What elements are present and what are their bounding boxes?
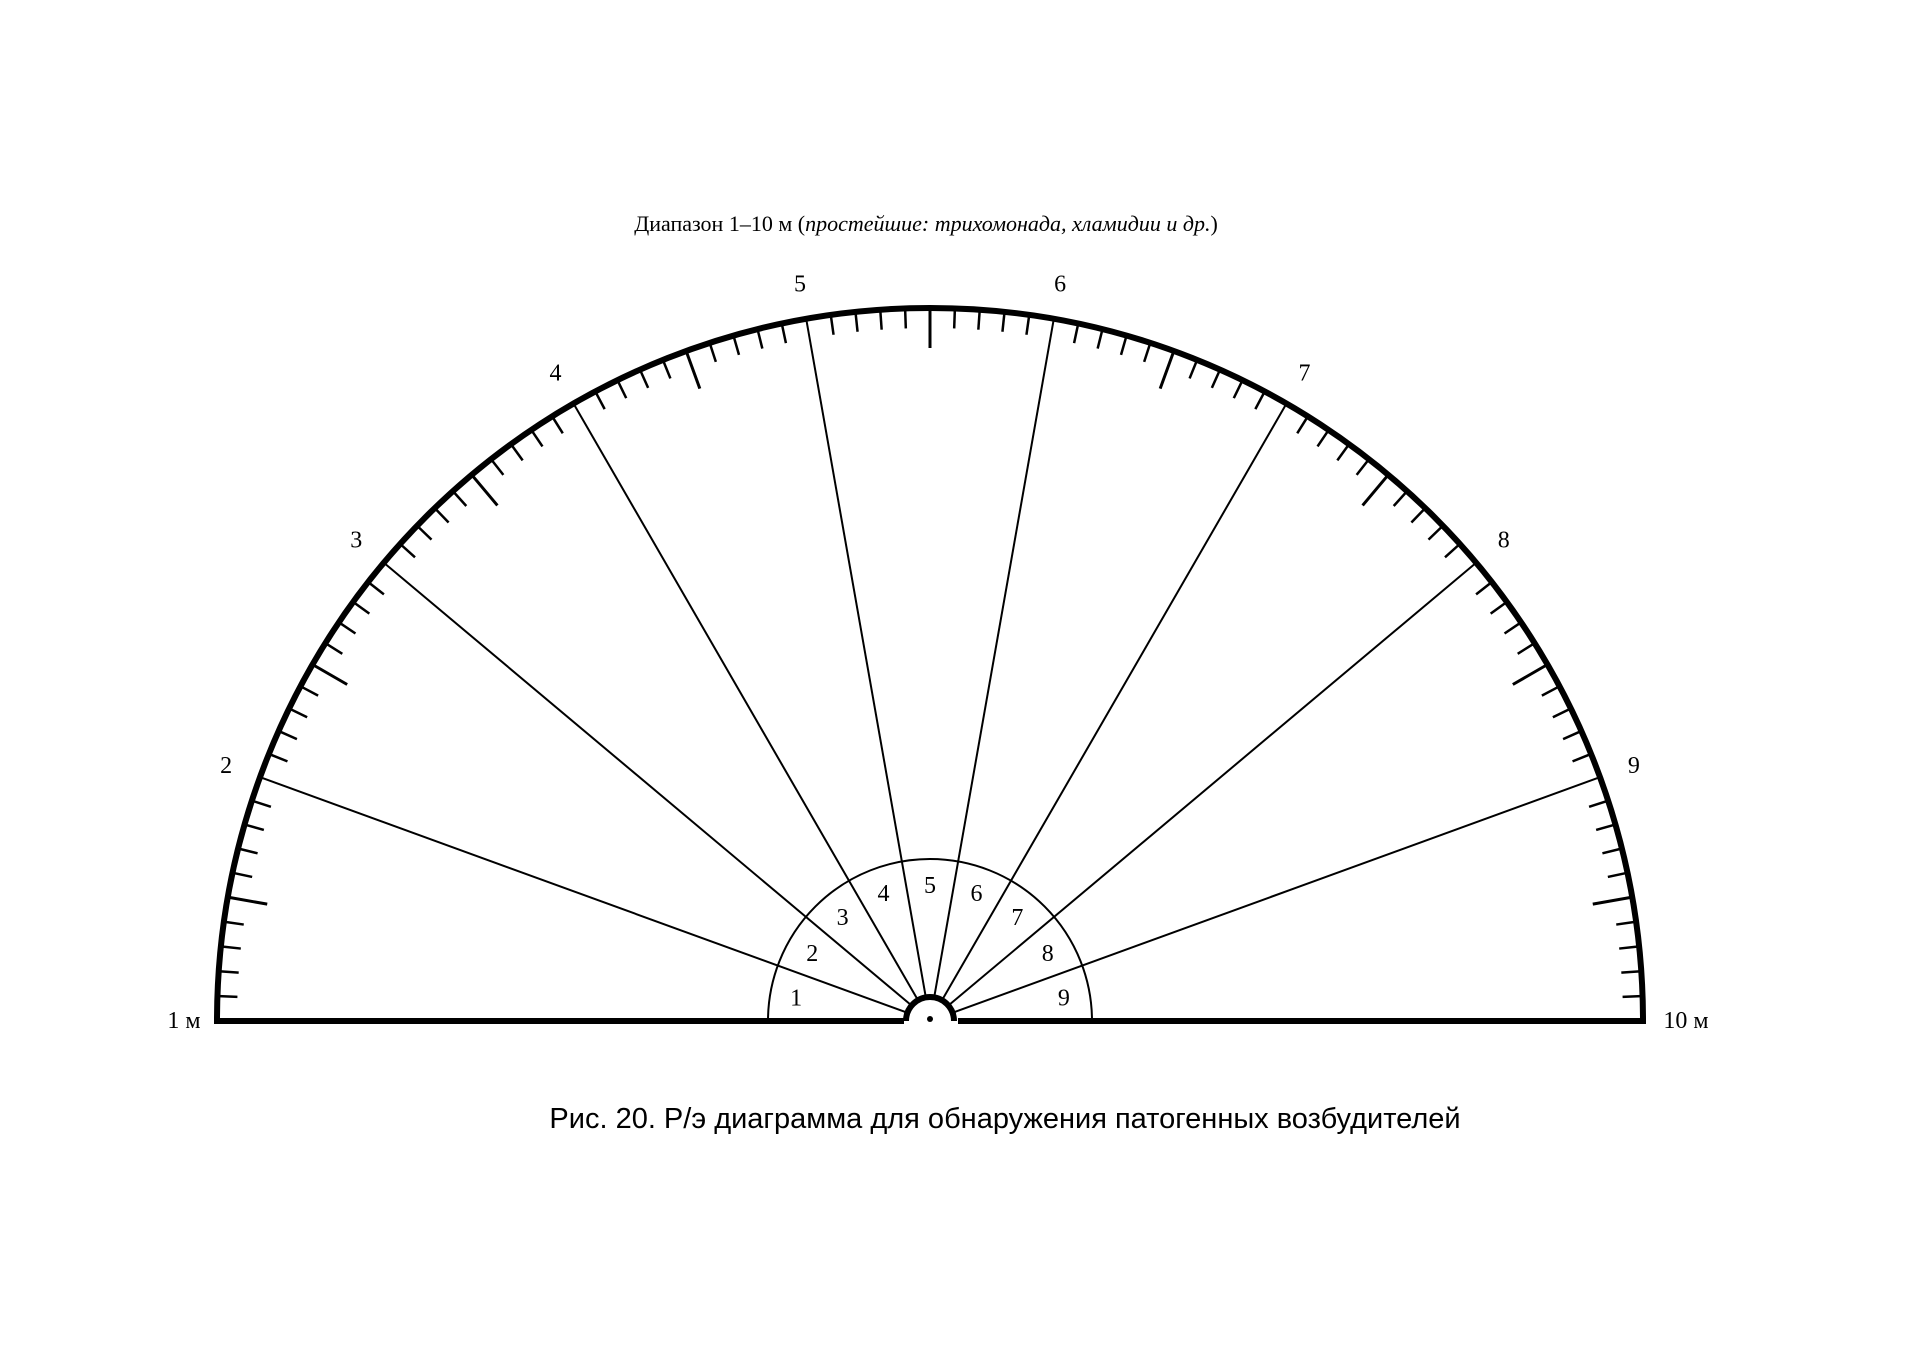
minor-tick [254, 801, 271, 807]
minor-tick [223, 947, 241, 949]
minor-tick [280, 732, 296, 739]
minor-tick [1002, 314, 1004, 332]
minor-tick [341, 623, 356, 633]
sector-ray-2 [385, 564, 910, 1004]
minor-tick [1337, 446, 1348, 461]
minor-tick [1623, 996, 1641, 997]
major-tick [687, 353, 700, 389]
minor-tick [1394, 493, 1406, 506]
figure-caption: Рис. 20. Р/э диаграмма для обнаружения патогенных возбудителей [549, 1103, 1461, 1135]
range-title-close: ) [1210, 211, 1218, 236]
outer-arc [217, 308, 1643, 1021]
sector-label-7: 7 [1298, 360, 1311, 387]
minor-tick [240, 849, 257, 853]
minor-tick [1234, 382, 1242, 398]
minor-tick [596, 393, 604, 409]
minor-tick [1212, 371, 1219, 387]
range-title-main: Диапазон 1–10 м ( [634, 211, 806, 236]
minor-tick [1608, 873, 1626, 877]
sector-label-5: 5 [793, 271, 806, 298]
minor-tick [553, 418, 563, 433]
major-tick [314, 666, 347, 685]
minor-tick [954, 310, 955, 328]
minor-tick [1074, 326, 1078, 344]
inner-sector-label-8: 8 [1041, 941, 1054, 967]
minor-tick [327, 644, 342, 654]
minor-tick [302, 687, 318, 695]
sector-label-6: 6 [1054, 271, 1067, 298]
minor-tick [978, 312, 979, 330]
inner-sector-label-1: 1 [790, 985, 803, 1012]
minor-tick [454, 493, 466, 506]
minor-tick [221, 971, 239, 972]
minor-tick [1411, 510, 1424, 523]
minor-tick [271, 755, 288, 762]
minor-tick [1542, 687, 1558, 695]
minor-tick [1563, 732, 1579, 739]
sector-label-3: 3 [350, 527, 363, 554]
minor-tick [1445, 545, 1458, 557]
range-title [634, 211, 1218, 236]
right-end-label: 10 м [1663, 1008, 1709, 1034]
sector-ray-4 [807, 321, 926, 996]
minor-tick [492, 461, 503, 475]
minor-tick [247, 825, 264, 830]
major-tick [1593, 898, 1630, 905]
minor-tick [1190, 362, 1197, 379]
minor-tick [641, 371, 648, 387]
minor-tick [1144, 345, 1150, 362]
minor-tick [782, 326, 786, 344]
inner-sector-label-2: 2 [806, 941, 819, 967]
minor-tick [734, 338, 739, 355]
minor-tick [291, 709, 307, 717]
minor-tick [532, 432, 542, 447]
inner-sector-label-4: 4 [877, 881, 890, 908]
left-end-label: 1 м [167, 1008, 201, 1034]
minor-tick [402, 545, 415, 557]
sector-label-4: 4 [549, 360, 562, 387]
minor-tick [618, 382, 626, 398]
minor-tick [880, 312, 881, 330]
sector-rays [262, 321, 1598, 1012]
minor-tick [1255, 393, 1263, 409]
minor-tick [905, 310, 906, 328]
minor-tick [1621, 971, 1639, 972]
minor-tick [1596, 825, 1613, 830]
minor-tick [856, 314, 858, 332]
minor-tick [664, 362, 671, 379]
minor-tick [1505, 623, 1520, 633]
minor-tick [758, 331, 762, 348]
range-title-italic: простейшие: трихомонада, хламидии и др. [805, 211, 1211, 236]
minor-tick [355, 603, 370, 614]
major-tick [1363, 476, 1387, 505]
minor-tick [1553, 709, 1569, 717]
minor-tick [1121, 338, 1126, 355]
hub-center-dot [927, 1016, 933, 1022]
minor-tick [1589, 801, 1606, 807]
minor-tick [1357, 461, 1368, 475]
minor-tick [1573, 755, 1590, 762]
minor-tick [226, 922, 244, 925]
sector-label-2: 2 [220, 752, 233, 779]
minor-tick [1297, 418, 1307, 433]
minor-tick [219, 996, 237, 997]
major-tick [473, 476, 497, 505]
minor-tick [831, 317, 834, 335]
minor-tick [370, 583, 384, 594]
minor-tick [1026, 317, 1029, 335]
minor-tick [1602, 849, 1619, 853]
major-tick [1513, 666, 1546, 685]
inner-sector-label-5: 5 [924, 873, 936, 899]
sector-label-8: 8 [1497, 527, 1510, 554]
minor-tick [1429, 527, 1442, 540]
minor-tick [1619, 947, 1637, 949]
minor-tick [1518, 644, 1533, 654]
inner-sector-label-9: 9 [1057, 985, 1070, 1012]
sector-ray-7 [950, 564, 1475, 1004]
minor-tick [1491, 603, 1506, 614]
inner-labels [790, 873, 1070, 1011]
inner-sector-label-3: 3 [836, 904, 849, 931]
minor-tick [710, 345, 716, 362]
inner-sector-label-6: 6 [970, 881, 983, 908]
sector-label-9: 9 [1627, 752, 1640, 779]
minor-tick [512, 446, 523, 461]
minor-tick [1616, 922, 1634, 925]
inner-sector-label-7: 7 [1011, 904, 1024, 931]
minor-tick [1318, 432, 1328, 447]
major-tick [230, 898, 267, 905]
minor-tick [235, 873, 253, 877]
major-tick [1160, 353, 1173, 389]
sector-ray-5 [935, 321, 1054, 996]
minor-tick [1098, 331, 1102, 348]
minor-tick [419, 527, 432, 540]
minor-tick [1476, 583, 1490, 594]
minor-tick [436, 510, 449, 523]
